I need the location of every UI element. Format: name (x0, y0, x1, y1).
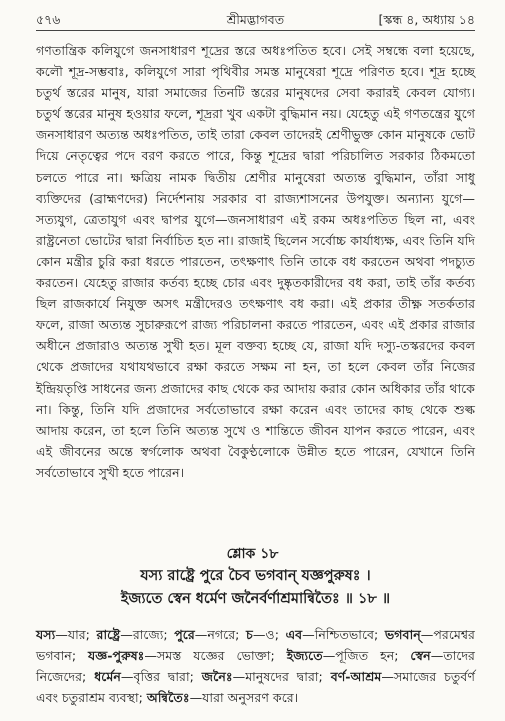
canto-chapter: [স্কন্ধ ৪, অধ্যায় ১৪ (378, 12, 475, 27)
synonym-term: যস্য (36, 627, 56, 642)
synonym-meaning: —সমাজের চতুর্বর্ণ এবং চতুরাশ্রম ব্যবস্থা; (36, 669, 475, 705)
synonym-term: ইজ্যতে (286, 648, 323, 663)
synonyms (36, 624, 475, 708)
synonym-meaning: —যারা অনুসরণ করে। (189, 690, 299, 705)
purport-text (36, 40, 475, 483)
header-rule (36, 30, 475, 31)
verse-heading: শ্লোক ১৮ (226, 546, 279, 562)
synonym-meaning: —ও; (252, 627, 286, 642)
synonym-meaning: —বৃত্তির দ্বারা; (120, 669, 202, 684)
verse-line-2: ইজ্যতে স্বেন ধর্মেণ জনৈর্বর্ণাশ্রমান্বিতৈঃ ॥ ১৮ ॥ (120, 591, 391, 607)
synonym-term: পুরে (174, 627, 195, 642)
verse-line-1: যস্য রাষ্ট্রে পুরে চৈব ভগবান্ যজ্ঞপুরুষঃ । (140, 568, 371, 584)
synonym-term: যজ্ঞ-পুরুষঃ (87, 648, 145, 663)
synonym-term: বর্ণ-আশ্রম (330, 669, 382, 684)
page-header (36, 10, 475, 32)
synonym-meaning: —তাদের নিজেদের; (36, 648, 475, 684)
synonym-meaning: —সমস্ত যজ্ঞের ভোক্তা; (144, 648, 287, 663)
book-title: শ্রীমদ্ভাগবত (226, 12, 285, 27)
synonym-meaning: —নগরে; (194, 627, 247, 642)
synonym-term: চ (246, 627, 253, 642)
synonym-term: অন্বিতৈঃ (146, 690, 190, 705)
synonym-meaning: —পূজিত হন; (322, 648, 411, 663)
synonym-term: এব (285, 627, 303, 642)
synonym-meaning: —নিশ্চিতভাবে; (302, 627, 385, 642)
purport-paragraph: গণতান্ত্রিক কলিযুগে জনসাধারণ শূদ্রের স্তরে অধঃপতিত হবে। সেই সম্বন্ধে বলা হয়েছে, কলৌ শূদ্র-সম্ভবাঃ, কলিযুগে সারা পৃথিবীর সমস্ত মানুষেরা শূদ্রে পরিণত হবে। শূদ্র হচ্ছে চতুর্থ স্তরের মানুষ, যারা সমাজের তিনটি স্তরের মানুষদের সেবা করারই কেবল যোগ্য। চতুর্থ স্তরের মানুষ হওয়ার ফলে, শূদ্ররা খুব একটা বুদ্ধিমান নয়। যেহেতু এই গণতন্ত্রের যুগে জনসাধারণ অত্যন্ত অধঃপতিত, তাই তারা কেবল তাদেরই শ্রেণীভুক্ত কোন মানুষকে ভোট দিয়ে নেতৃত্বের পদে বরণ করতে পারে, কিন্তু শূদ্রের দ্বারা পরিচালিত সরকার ঠিকমতো চলতে পারে না। ক্ষত্রিয় নামক দ্বিতীয় শ্রেণীর মানুষেরা অত্যন্ত বুদ্ধিমান, তাঁরা সাধু ব্যক্তিদের (ব্রাহ্মণদের) নির্দেশনায় সরকার বা রাজ্যশাসনের উপযুক্ত। অন্যান্য যুগে—সত্যযুগ, ত্রেতাযুগ এবং দ্বাপর যুগে—জনসাধারণ এই রকম অধঃপতিত ছিল না, এবং রাষ্ট্রনেতা ভোটের দ্বারা নির্বাচিত হত না। রাজাই ছিলেন সর্বোচ্চ কার্যাধ্যক্ষ, এবং তিনি যদি কোন মন্ত্রীর চুরি করা ধরতে পারতেন, তৎক্ষণাৎ তিনি তাকে বধ করতেন অথবা পদচ্যুত করতেন। যেহেতু রাজার কর্তব্য হচ্ছে চোর এবং দুষ্কৃতকারীদের বধ করা, তাই তাঁর কর্তব্য ছিল রাজকার্যে নিযুক্ত অসৎ মন্ত্রীদেরও তৎক্ষণাৎ বধ করা। এই প্রকার তীক্ষ্ণ সতর্কতার ফলে, রাজা অত্যন্ত সুচারুরূপে রাজ্য পরিচালনা করতে পারতেন, এবং এই প্রকার রাজার অধীনে প্রজারাও অত্যন্ত সুখী হত। মূল বক্তব্য হচ্ছে যে, রাজা যদি দস্যু-তস্করদের কবল থেকে প্রজাদের যথাযথভাবে রক্ষা করতে সক্ষম না হন, তা হলে কেবল তাঁর নিজের ইন্দ্রিয়তৃপ্তি সাধনের জন্য প্রজাদের কাছ থেকে কর আদায় করার কোন অধিকার তাঁর থাকে না। কিন্তু, তিনি যদি প্রজাদের সর্বতোভাবে রক্ষা করেন এবং তাদের কাছ থেকে শুল্ক আদায় করেন, তা হলে তিনি অত্যন্ত সুখে ও শান্তিতে জীবন যাপন করতে পারেন, এবং এই জীবনের অন্তে স্বর্গলোক অথবা বৈকুণ্ঠলোকে উন্নীত হতে পারেন, যেখানে তিনি সর্বতোভাবে সুখী হতে পারেন। (36, 43, 475, 480)
synonym-term: স্বেন (410, 648, 431, 663)
synonym-term: রাষ্ট্রে (96, 627, 121, 642)
synonym-term: জনৈঃ (201, 669, 233, 684)
synonym-term: ভগবান্ (384, 627, 421, 642)
verse-text (36, 565, 475, 611)
synonym-term: ধর্মেন (94, 669, 121, 684)
synonym-meaning: —মানুষদের দ্বারা; (232, 669, 331, 684)
synonym-meaning: —পরমেশ্বর ভগবান; (36, 627, 475, 663)
synonym-meaning: —যার; (55, 627, 97, 642)
synonym-meaning: —রাজ্যে; (120, 627, 175, 642)
page-number: ৫৭৬ (36, 12, 61, 27)
